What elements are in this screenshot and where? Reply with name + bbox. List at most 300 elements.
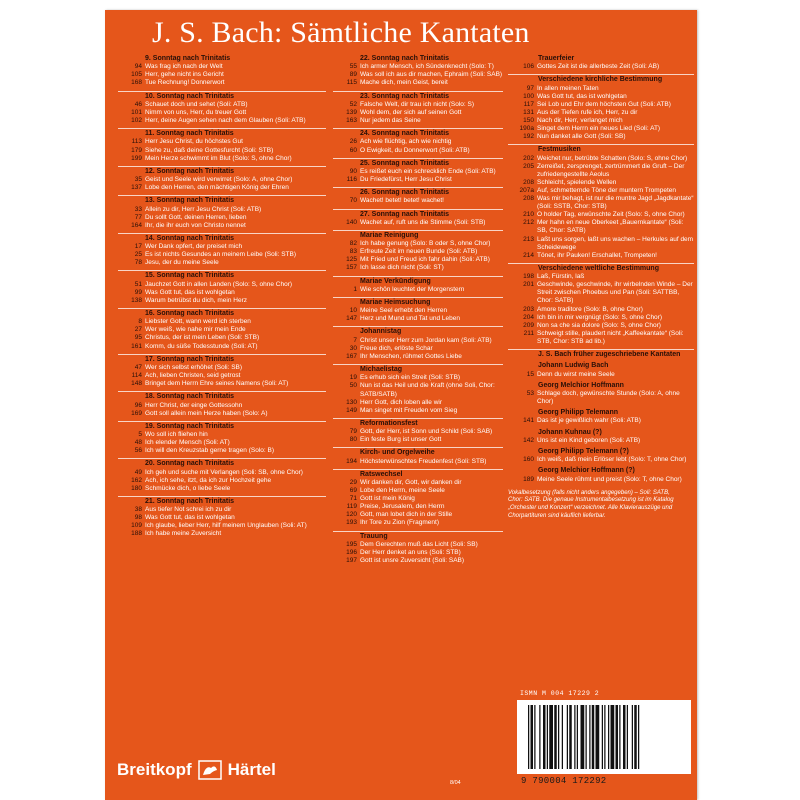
bwv-number: 78 — [134, 259, 142, 267]
list-item — [333, 382, 503, 398]
list-item — [508, 390, 694, 406]
cantata-title: Ihr, die ihr euch von Christo nennet — [145, 221, 246, 229]
bwv-number: 30 — [349, 344, 357, 352]
cantata-title: Was Gott tut, das ist wohlgetan — [145, 514, 235, 522]
section — [508, 448, 694, 464]
section — [118, 91, 326, 126]
section — [508, 55, 694, 71]
cantata-title: Meine Seel erhebt den Herren — [360, 307, 448, 315]
cantata-title: Es erhub sich ein Streit (Soli: STB) — [360, 374, 461, 382]
isbn: ISMN M 004 17229 2 — [520, 690, 600, 697]
barcode-bar — [616, 705, 619, 769]
list-item — [118, 63, 326, 71]
list-item — [508, 236, 694, 252]
barcode-graphic — [518, 701, 690, 773]
bwv-number: 90 — [349, 167, 357, 175]
cantata-title: Herr Christ, der einge Gottessohn — [145, 401, 243, 409]
bwv-number: 5 — [138, 430, 142, 438]
list-item — [333, 511, 503, 519]
list-item — [333, 240, 503, 248]
section — [508, 362, 694, 378]
publisher-name-left: Breitkopf — [117, 760, 192, 779]
list-item — [333, 117, 503, 125]
section-heading: 15. Sonntag nach Trinitatis — [118, 270, 326, 280]
list-item — [118, 206, 326, 214]
bwv-number: 79 — [349, 428, 357, 436]
list-item — [118, 117, 326, 125]
cantata-title: Erfreute Zeit im neuen Bunde (Soli: ATB) — [360, 248, 478, 256]
section — [508, 144, 694, 260]
list-item — [508, 179, 694, 187]
barcode-bar — [586, 705, 587, 769]
list-item — [118, 343, 326, 351]
list-item — [118, 514, 326, 522]
list-item — [508, 306, 694, 314]
bwv-number: 212 — [523, 219, 534, 227]
section-heading: 18. Sonntag nach Trinitatis — [118, 391, 326, 401]
list-item — [333, 315, 503, 323]
bwv-number: 60 — [349, 146, 357, 154]
publisher-name-right: Härtel — [227, 760, 276, 779]
list-item — [118, 176, 326, 184]
section-heading: 26. Sonntag nach Trinitatis — [333, 187, 503, 197]
cantata-title: Was soll ich aus dir machen, Ephraim (Soli: SAB) — [360, 71, 503, 79]
list-item — [333, 264, 503, 272]
barcode-bar — [531, 705, 534, 769]
section — [333, 418, 503, 444]
barcode-bar — [569, 705, 572, 769]
bwv-number: 113 — [131, 138, 142, 146]
section — [333, 276, 503, 294]
bwv-number: 100 — [523, 92, 534, 100]
section — [118, 233, 326, 268]
cantata-title: Tue Rechnung! Donnerwort — [145, 79, 225, 87]
section — [118, 421, 326, 456]
section-heading: Trauung — [333, 531, 503, 541]
bwv-number: 188 — [131, 530, 142, 538]
cantata-title: Laßt uns sorgen, laßt uns wachen – Herkules auf dem Scheidewege — [537, 235, 694, 251]
cantata-title: O holder Tag, erwünschte Zeit (Solo: S, ohne Chor) — [537, 211, 685, 219]
list-item — [333, 63, 503, 71]
bwv-number: 120 — [346, 511, 357, 519]
list-item — [333, 407, 503, 415]
list-item — [118, 109, 326, 117]
bwv-number: 8 — [138, 318, 142, 326]
cantata-title: Ich elender Mensch (Soli: AT) — [145, 439, 230, 447]
section — [118, 195, 326, 230]
cantata-title: Gottes Zeit ist die allerbeste Zeit (Soli: AB) — [537, 63, 660, 71]
cantata-title: Du sollt Gott, deinen Herren, lieben — [145, 213, 247, 221]
cantata-title: Es ist nichts Gesundes an meinem Leibe (Soli: STB) — [145, 251, 297, 259]
list-item — [508, 85, 694, 93]
bwv-number: 71 — [349, 495, 357, 503]
bwv-number: 48 — [134, 439, 142, 447]
section — [118, 458, 326, 493]
bwv-number: 116 — [346, 176, 357, 184]
cantata-title: Geist und Seele wird verwirret (Solo: A, ohne Chor) — [145, 176, 293, 184]
list-item — [118, 281, 326, 289]
list-item — [333, 307, 503, 315]
section-heading: 17. Sonntag nach Trinitatis — [118, 354, 326, 364]
bwv-number: 162 — [131, 476, 142, 484]
cantata-title: Freue dich, erlöste Schar — [360, 344, 433, 352]
cantata-title: Ich armer Mensch, ich Sündenknecht (Solo: T) — [360, 63, 494, 71]
bwv-number: 142 — [523, 436, 534, 444]
list-item — [118, 147, 326, 155]
bwv-number: 26 — [349, 138, 357, 146]
list-item — [118, 297, 326, 305]
cantata-title: Sei Lob und Ehr dem höchsten Gut (Soli: ATB) — [537, 100, 671, 108]
cantata-title: O Ewigkeit, du Donnerwort (Soli: ATB) — [360, 146, 470, 154]
section-heading: 24. Sonntag nach Trinitatis — [333, 128, 503, 138]
list-item — [118, 138, 326, 146]
cantata-title: In allen meinen Taten — [537, 84, 599, 92]
barcode-bar — [574, 705, 575, 769]
bwv-number: 114 — [131, 372, 142, 380]
list-item — [333, 399, 503, 407]
bwv-number: 106 — [523, 63, 534, 71]
list-item — [118, 506, 326, 514]
bwv-number: 51 — [134, 280, 142, 288]
list-item — [333, 479, 503, 487]
cantata-title: Ihr Tore zu Zion (Fragment) — [360, 519, 439, 527]
section-heading: 21. Sonntag nach Trinitatis — [118, 496, 326, 506]
cantata-title: Mit Fried und Freud ich fahr dahin (Soli: ATB) — [360, 256, 490, 264]
cantata-title: Nun danket alle Gott (Soli: SB) — [537, 133, 626, 141]
bwv-number: 94 — [134, 63, 142, 71]
list-item — [508, 125, 694, 133]
bwv-number: 198 — [523, 273, 534, 281]
page-title: J. S. Bach: Sämtliche Kantaten — [152, 16, 530, 49]
cantata-title: Was mir behagt, ist nur die muntre Jagd „Jagdkantate“ (Soli: SSTB, Chor: STB) — [537, 195, 694, 211]
bwv-number: 55 — [349, 63, 357, 71]
bwv-number: 194 — [346, 457, 357, 465]
section-heading: Kirch- und Orgelweihe — [333, 447, 503, 457]
list-item — [118, 485, 326, 493]
bwv-number: 193 — [346, 519, 357, 527]
barcode-bar — [592, 705, 595, 769]
barcode-bar — [554, 705, 557, 769]
barcode-bar — [547, 705, 548, 769]
list-item — [508, 155, 694, 163]
section — [333, 230, 503, 273]
cantata-title: Schmücke dich, o liebe Seele — [145, 484, 231, 492]
bwv-number: 149 — [346, 406, 357, 414]
list-item — [508, 330, 694, 346]
bwv-number: 89 — [349, 71, 357, 79]
cantata-title: Gott, man lobet dich in der Stille — [360, 511, 453, 519]
cantata-title: Falsche Welt, dir trau ich nicht (Solo: S) — [360, 100, 475, 108]
list-item — [508, 322, 694, 330]
cantata-title: Aus tiefer Not schrei ich zu dir — [145, 506, 232, 514]
cantata-title: Wachet auf, ruft uns die Stimme (Soli: STB) — [360, 218, 486, 226]
barcode-bar — [562, 705, 563, 769]
section — [118, 166, 326, 192]
bwv-number: 179 — [131, 146, 142, 154]
cantata-title: Du Friedefürst, Herr Jesu Christ — [360, 176, 452, 184]
section — [118, 270, 326, 305]
list-item — [118, 439, 326, 447]
section-heading: Trauerfeier — [538, 55, 575, 62]
section — [333, 364, 503, 415]
section — [508, 409, 694, 425]
list-item — [333, 374, 503, 382]
section-heading: Georg Philipp Telemann (?) — [538, 447, 629, 455]
barcode-digits: 9 790004 172292 — [521, 776, 607, 786]
cantata-title: Schauet doch und sehet (Soli: ATB) — [145, 100, 248, 108]
barcode-bar — [611, 705, 615, 769]
bwv-number: 137 — [131, 184, 142, 192]
list-item — [118, 431, 326, 439]
bwv-number: 47 — [134, 363, 142, 371]
barcode-bar — [528, 705, 529, 769]
list-item — [118, 334, 326, 342]
list-item — [118, 79, 326, 87]
bwv-number: 190a — [519, 125, 534, 133]
cantata-title: Herr, gehe nicht ins Gericht — [145, 71, 224, 79]
list-item — [333, 219, 503, 227]
cantata-title: Wir danken dir, Gott, wir danken dir — [360, 478, 462, 486]
cantata-title: Der Herr denket an uns (Soli: STB) — [360, 548, 461, 556]
bwv-number: 69 — [349, 487, 357, 495]
bwv-number: 46 — [134, 100, 142, 108]
cantata-title: Weichet nur, betrübte Schatten (Solo: S, ohne Chor) — [537, 154, 688, 162]
bwv-number: 96 — [134, 401, 142, 409]
bwv-number: 1 — [353, 285, 357, 293]
bwv-number: 196 — [346, 548, 357, 556]
cantata-title: Non sa che sia dolore (Solo: S, ohne Chor) — [537, 321, 661, 329]
cantata-title: Ich lasse dich nicht (Soli: ST) — [360, 264, 444, 272]
section-heading: 22. Sonntag nach Trinitatis — [360, 55, 450, 62]
barcode-bar — [558, 705, 559, 769]
bwv-number: 208 — [523, 178, 534, 186]
list-item — [508, 417, 694, 425]
section — [333, 531, 503, 566]
section-heading: 11. Sonntag nach Trinitatis — [118, 128, 326, 138]
cantata-title: Denn du wirst meine Seele — [537, 370, 615, 378]
bwv-number: 105 — [131, 71, 142, 79]
cantata-title: Uns ist ein Kind geboren (Soli: ATB) — [537, 436, 641, 444]
section-heading: Johann Kuhnau (?) — [538, 428, 602, 436]
list-item — [333, 337, 503, 345]
cantata-title: Herr Jesu Christ, du höchstes Gut — [145, 138, 243, 146]
cantata-title: Höchsterwünschtes Freudenfest (Soli: STB) — [360, 457, 487, 465]
list-item — [118, 155, 326, 163]
list-item — [508, 273, 694, 281]
list-item — [118, 214, 326, 222]
cantata-title: Lobe den Herren, den mächtigen König der Ehren — [145, 184, 289, 192]
cantata-title: Meine Seele rühmt und preist (Solo: T, ohne Chor) — [537, 475, 682, 483]
cantata-title: Christus, der ist mein Leben (Soli: STB) — [145, 334, 260, 342]
section-heading: 13. Sonntag nach Trinitatis — [118, 195, 326, 205]
cantata-title: Jauchzet Gott in allen Landen (Solo: S, ohne Chor) — [145, 280, 293, 288]
barcode-bar — [581, 705, 585, 769]
list-item — [118, 469, 326, 477]
bwv-number: 98 — [134, 514, 142, 522]
bwv-number: 211 — [523, 329, 534, 337]
list-item — [118, 184, 326, 192]
cantata-title: Preise, Jerusalem, den Herrn — [360, 503, 445, 511]
bwv-number: 141 — [523, 417, 534, 425]
list-item — [333, 549, 503, 557]
list-item — [508, 476, 694, 484]
section-heading: 19. Sonntag nach Trinitatis — [118, 421, 326, 431]
cantata-title: Herr, deine Augen sehen nach dem Glauben (Soli: ATB) — [145, 117, 306, 125]
section-heading: 9. Sonntag nach Trinitatis — [145, 55, 231, 62]
cantata-title: Schleicht, spielende Wellen — [537, 178, 617, 186]
bwv-number: 15 — [526, 370, 534, 378]
bwv-number: 150 — [523, 117, 534, 125]
cantata-title: Ach, lieben Christen, seid getrost — [145, 372, 241, 380]
cantata-title: Warum betrübst du dich, mein Herz — [145, 296, 247, 304]
section — [333, 128, 503, 154]
bwv-number: 197 — [346, 557, 357, 565]
bwv-number: 209 — [523, 321, 534, 329]
barcode-bar — [632, 705, 633, 769]
section-heading: 12. Sonntag nach Trinitatis — [118, 166, 326, 176]
barcode-bar — [619, 705, 620, 769]
bwv-number: 117 — [523, 100, 534, 108]
bwv-number: 80 — [349, 436, 357, 444]
bwv-number: 115 — [346, 79, 357, 87]
print-code: 8/04 — [450, 780, 461, 786]
list-item — [333, 197, 503, 205]
barcode-bar — [608, 705, 609, 769]
section-heading: Georg Melchior Hoffmann (?) — [538, 467, 635, 475]
section — [333, 297, 503, 323]
cantata-title: Bringet dem Herrn Ehre seines Namens (Soli: AT) — [145, 380, 289, 388]
barcode-bar — [602, 705, 603, 769]
bwv-number: 33 — [134, 205, 142, 213]
cantata-title: Ich weiß, daß mein Erlöser lebt (Solo: T, ohne Chor) — [537, 456, 687, 464]
cantata-title: Wie schön leuchtet der Morgenstern — [360, 285, 465, 293]
list-item — [333, 353, 503, 361]
list-item — [508, 314, 694, 322]
section — [508, 467, 694, 483]
cantata-title: Laß, Fürstin, laß — [537, 273, 585, 281]
cantata-title: Schweigt stille, plaudert nicht „Kaffeekantate“ (Soli: STB, Chor: STB ad lib.) — [537, 329, 684, 345]
bwv-number: 167 — [346, 352, 357, 360]
bwv-number: 82 — [349, 240, 357, 248]
bwv-number: 195 — [346, 540, 357, 548]
section — [118, 308, 326, 351]
cantata-title: Schlage doch, gewünschte Stunde (Solo: A, ohne Chor) — [537, 389, 680, 406]
list-item — [118, 326, 326, 334]
list-item — [118, 364, 326, 372]
cantata-title: Man singet mit Freuden vom Sieg — [360, 406, 458, 414]
bwv-number: 101 — [131, 108, 142, 116]
section — [333, 91, 503, 126]
cantata-title: Nach dir, Herr, verlanget mich — [537, 117, 623, 125]
section — [333, 469, 503, 528]
bwv-number: 97 — [526, 84, 534, 92]
list-item — [508, 117, 694, 125]
section — [508, 429, 694, 445]
barcode-bar — [604, 705, 605, 769]
list-item — [508, 371, 694, 379]
list-item — [508, 219, 694, 235]
section — [333, 187, 503, 205]
list-item — [508, 211, 694, 219]
list-item — [333, 436, 503, 444]
cantata-title: Zerreißet, zersprenget, zertrümmert die Gruft – Der zufriedengestellte Aeolus — [537, 162, 685, 178]
bwv-number: 131 — [523, 108, 534, 116]
list-item — [508, 187, 694, 195]
barcode-bar — [589, 705, 590, 769]
barcode-bar — [567, 705, 568, 769]
list-item — [118, 380, 326, 388]
cantata-title: Ich habe genung (Solo: B oder S, ohne Chor) — [360, 240, 491, 248]
cantata-title: Ein feste Burg ist unser Gott — [360, 436, 442, 444]
bwv-number: 49 — [134, 468, 142, 476]
section-heading: 25. Sonntag nach Trinitatis — [333, 158, 503, 168]
cantata-title: Ich bin in mir vergnügt (Solo: S, ohne Chor) — [537, 313, 663, 321]
cantata-title: Herz und Mund und Tat und Leben — [360, 315, 460, 323]
list-item — [508, 195, 694, 211]
cantata-title: Gott soll allein mein Herze haben (Solo: A) — [145, 409, 268, 417]
section — [118, 496, 326, 539]
cantata-title: Herr Gott, dich loben alle wir — [360, 398, 443, 406]
bwv-number: 29 — [349, 478, 357, 486]
list-item — [508, 133, 694, 141]
cantata-title: Wer weiß, wie nahe mir mein Ende — [145, 326, 246, 334]
list-item — [333, 487, 503, 495]
list-item — [118, 259, 326, 267]
bwv-number: 7 — [353, 336, 357, 344]
section — [118, 391, 326, 417]
bwv-number: 70 — [349, 197, 357, 205]
section-heading: 14. Sonntag nach Trinitatis — [118, 233, 326, 243]
list-item — [333, 458, 503, 466]
cantata-title: Was Gott tut, das ist wohlgetan — [537, 92, 627, 100]
cantata-title: Komm, du süße Todesstunde (Soli: AT) — [145, 342, 258, 350]
list-item — [118, 402, 326, 410]
list-item — [118, 530, 326, 538]
bwv-number: 83 — [349, 248, 357, 256]
bwv-number: 189 — [523, 475, 534, 483]
list-item — [118, 243, 326, 251]
list-item — [118, 251, 326, 259]
notes: Vokalbesetzung (falls nicht anders angegeben) – Soli: SATB, Chor: SATB. Die genaue Instrumentalbesetzung ist im Katalog „Orchester und Konzert“ verzeichnet. Alle Klavierauszüge und Chorpartituren sind käuflich lieferbar. — [508, 489, 674, 519]
bwv-number: 27 — [134, 326, 142, 334]
bwv-number: 201 — [523, 281, 534, 289]
section — [508, 382, 694, 406]
cantata-title: Ich habe meine Zuversicht — [145, 530, 222, 538]
list-item — [333, 541, 503, 549]
bwv-number: 35 — [134, 176, 142, 184]
publisher-logo — [117, 758, 276, 782]
cantata-title: Ach wie flüchtig, ach wie nichtig — [360, 138, 452, 146]
list-item — [118, 71, 326, 79]
barcode-bar — [534, 705, 535, 769]
list-item — [333, 147, 503, 155]
bwv-number: 109 — [131, 522, 142, 530]
bwv-number: 125 — [346, 256, 357, 264]
barcode-bar — [627, 705, 628, 769]
list-item — [508, 63, 694, 71]
list-item — [118, 372, 326, 380]
cantata-title: Jesu, der du meine Seele — [145, 259, 219, 267]
list-item — [333, 428, 503, 436]
cantata-title: Wo soll ich fliehen hin — [145, 430, 208, 438]
section-heading: Verschiedene weltliche Bestimmung — [508, 263, 694, 273]
bwv-number: 168 — [131, 79, 142, 87]
section — [333, 326, 503, 361]
barcode-bar — [577, 705, 578, 769]
list-item — [333, 495, 503, 503]
cantata-title: Ich will den Kreuzstab gerne tragen (Solo: B) — [145, 447, 274, 455]
list-item — [333, 557, 503, 565]
